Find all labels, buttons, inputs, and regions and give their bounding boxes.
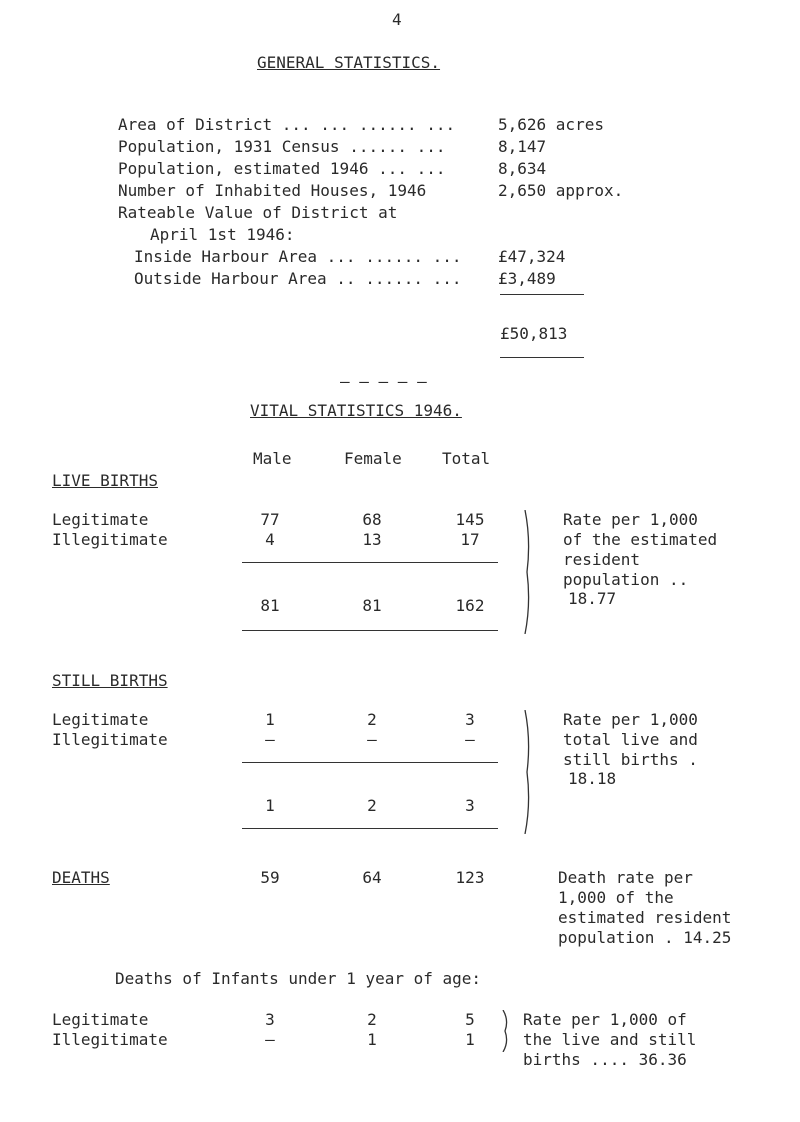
infant-deaths-title: Deaths of Infants under 1 year of age: [115,969,482,988]
outside-harbour-value: £3,489 [498,269,556,288]
outside-harbour-label: Outside Harbour Area .. ...... ... [134,269,462,288]
infant-illegit-label: Illegitimate [52,1030,168,1049]
infant-legit-female: 2 [367,1010,377,1029]
still-illegit-male: – [265,730,275,749]
still-total-male: 1 [265,796,275,815]
deaths-male: 59 [260,868,280,887]
deaths-female: 64 [362,868,382,887]
population-1931-label: Population, 1931 Census ...... ... [118,137,446,156]
area-value: 5,626 acres [498,115,604,134]
section-separator: — — — — — [340,372,427,391]
still-bracket [522,710,536,834]
inside-harbour-value: £47,324 [498,247,566,266]
population-est-label: Population, estimated 1946 ... ... [118,159,446,178]
still-legit-male: 1 [265,710,275,729]
infant-illegit-total: 1 [465,1030,475,1049]
still-illegit-total: – [465,730,475,749]
rateable-date-label: April 1st 1946: [150,225,295,244]
still-births-title: STILL BIRTHS [52,671,168,690]
deaths-total: 123 [455,868,485,887]
live-total-rule [242,630,498,631]
vital-statistics-heading: VITAL STATISTICS 1946. [250,401,462,420]
still-legit-total: 3 [465,710,475,729]
death-note-line-1: Death rate per [558,868,693,887]
still-note-line-3: still births . [563,750,698,769]
infant-rate: births .... 36.36 [523,1050,687,1069]
infant-note-line-2: the live and still [523,1030,697,1049]
live-rate: 18.77 [568,589,617,608]
infant-legit-total: 5 [465,1010,475,1029]
live-legit-male: 77 [260,510,280,529]
deaths-title: DEATHS [52,868,110,887]
col-total: Total [442,449,491,468]
death-note-line-2: 1,000 of the [558,888,674,907]
live-bracket [522,510,536,634]
live-subtotal-rule [242,562,498,563]
general-statistics-heading: GENERAL STATISTICS. [257,53,441,72]
live-note-line-1: Rate per 1,000 [563,510,698,529]
area-label: Area of District ... ... ...... ... [118,115,456,134]
live-births-title: LIVE BIRTHS [52,471,158,490]
live-legit-label: Legitimate [52,510,149,529]
still-note-line-2: total live and [563,730,698,749]
live-note-line-2: of the estimated [563,530,718,549]
live-note-line-4: population .. [563,570,689,589]
still-legit-female: 2 [367,710,377,729]
live-illegit-male: 4 [265,530,275,549]
live-total-female: 81 [362,596,382,615]
death-note-line-3: estimated resident [558,908,732,927]
death-rate: population . 14.25 [558,928,732,947]
population-1931-value: 8,147 [498,137,547,156]
still-total-female: 2 [367,796,377,815]
total-rule [500,357,584,358]
live-note-line-3: resident [563,550,641,569]
inside-harbour-label: Inside Harbour Area ... ...... ... [134,247,462,266]
rateable-total: £50,813 [500,324,568,343]
live-legit-total: 145 [455,510,485,529]
rateable-label: Rateable Value of District at [118,203,398,222]
live-legit-female: 68 [362,510,382,529]
still-illegit-female: – [367,730,377,749]
still-total-rule [242,828,498,829]
infant-illegit-female: 1 [367,1030,377,1049]
houses-label: Number of Inhabited Houses, 1946 [118,181,427,200]
still-total-total: 3 [465,796,475,815]
infant-note-line-1: Rate per 1,000 of [523,1010,687,1029]
still-rate: 18.18 [568,769,617,788]
houses-value: 2,650 approx. [498,181,624,200]
live-illegit-total: 17 [460,530,480,549]
col-male: Male [253,449,292,468]
col-female: Female [344,449,402,468]
subtotal-rule [500,294,584,295]
live-total-total: 162 [455,596,485,615]
infant-illegit-male: – [265,1030,275,1049]
infant-bracket [500,1010,514,1052]
live-illegit-label: Illegitimate [52,530,168,549]
infant-legit-male: 3 [265,1010,275,1029]
live-total-male: 81 [260,596,280,615]
still-note-line-1: Rate per 1,000 [563,710,698,729]
population-est-value: 8,634 [498,159,547,178]
still-illegit-label: Illegitimate [52,730,168,749]
still-subtotal-rule [242,762,498,763]
page-number: 4 [392,10,402,29]
still-legit-label: Legitimate [52,710,149,729]
infant-legit-label: Legitimate [52,1010,149,1029]
live-illegit-female: 13 [362,530,382,549]
